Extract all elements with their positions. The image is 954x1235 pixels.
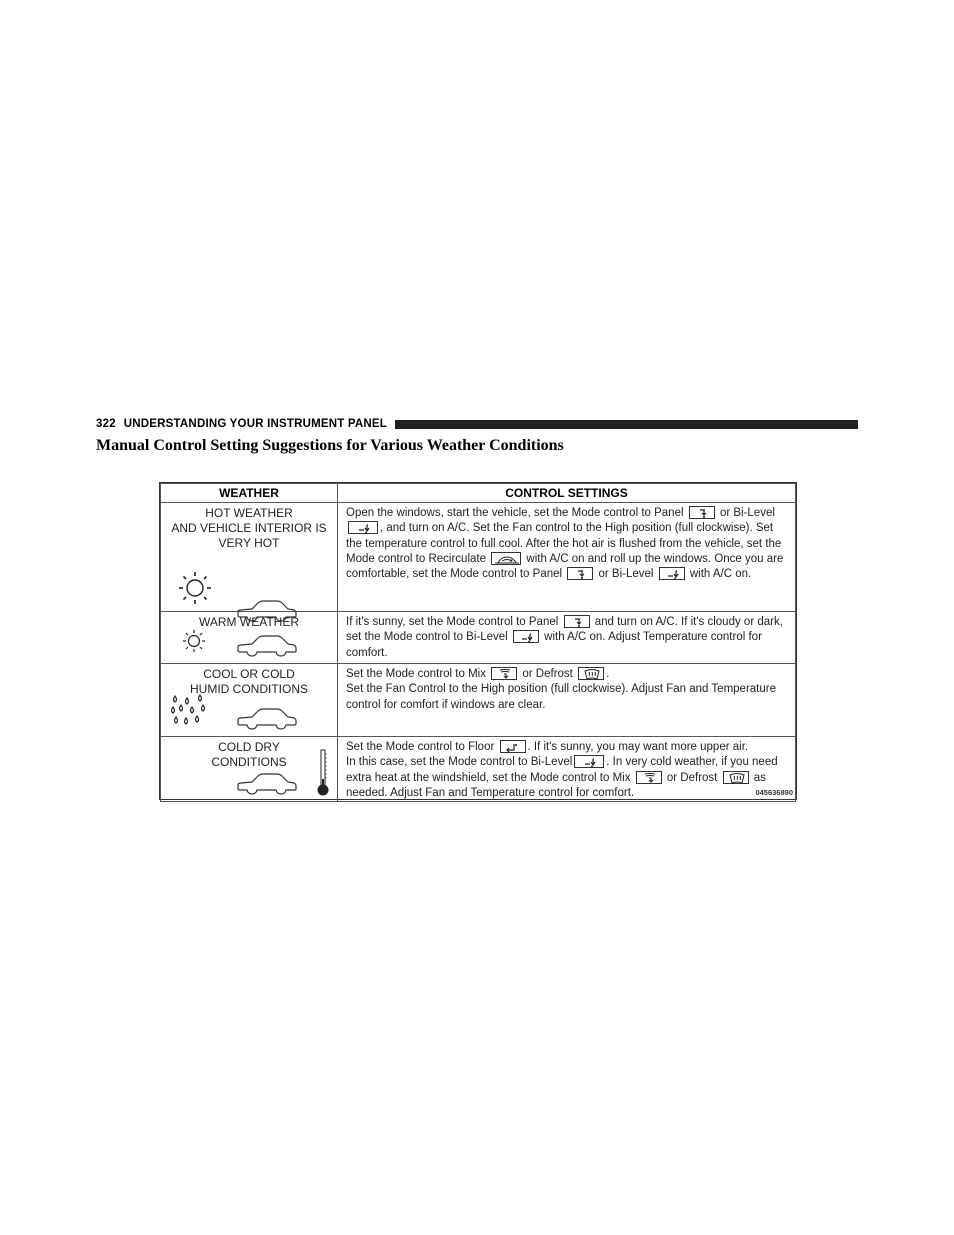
raindrops-icon: [170, 694, 210, 730]
panel-mode-icon: [567, 567, 593, 580]
settings-text: .: [606, 668, 610, 680]
weather-cell: [161, 612, 338, 664]
settings-cell: [338, 664, 796, 737]
settings-text: Set the Mode control to Floor: [346, 741, 495, 753]
settings-text: , and turn on A/C. Set the Fan control to the High position (full clockwise). Set the temperature control to full cool. After the hot air is flushed from the vehicle, set the Mode control to Recirculate: [346, 522, 782, 565]
weather-label: COOL OR COLD HUMID CONDITIONS: [190, 667, 308, 696]
sun-icon: [177, 570, 213, 606]
settings-text: or Bi-Level: [598, 568, 654, 581]
floor-mode-icon: [500, 740, 526, 753]
weather-label: COLD DRY CONDITIONS: [211, 740, 287, 769]
settings-text: or Defrost: [666, 771, 718, 784]
weather-column-header: WEATHER: [161, 484, 338, 503]
page-header: [96, 416, 858, 432]
settings-text: Open the windows, start the vehicle, set the Mode control to Panel: [346, 507, 684, 519]
bi-level-mode-icon: [659, 567, 685, 580]
settings-text: In this case, set the Mode control to Bi-Level: [346, 756, 573, 769]
car-icon: [236, 635, 298, 657]
section-title: Manual Control Setting Suggestions for Various Weather Conditions: [96, 437, 564, 454]
settings-text: and turn on A/C. If it's cloudy or dark, set the Mode control to Bi-Level: [346, 616, 783, 644]
settings-text: . If it's sunny, you may want more upper air.: [527, 741, 749, 753]
settings-text: . In very cold weather, if you need extra heat at the windshield, set the Mode control to Mix: [346, 756, 778, 784]
settings-cell: [338, 737, 796, 802]
mix-mode-icon: [491, 667, 517, 680]
settings-text: with A/C on.: [689, 568, 752, 581]
settings-column-header: CONTROL SETTINGS: [338, 484, 796, 503]
settings-text: Set the Mode control to Mix: [346, 668, 486, 680]
panel-mode-icon: [689, 506, 715, 519]
defrost-icon: [723, 771, 749, 784]
settings-text: with A/C on. Adjust Temperature control for comfort.: [346, 631, 762, 659]
bi-level-mode-icon: [513, 630, 539, 643]
page-number: 322: [96, 418, 116, 430]
weather-label: WARM WEATHER: [199, 615, 299, 629]
table-row: [161, 737, 796, 802]
defrost-icon: [578, 667, 604, 680]
recirculate-icon: [491, 552, 521, 565]
car-icon: [236, 773, 298, 795]
weather-label: HOT WEATHER AND VEHICLE INTERIOR IS VERY HOT: [171, 506, 327, 550]
figure-code: 045636890: [755, 788, 793, 797]
table-row: [161, 664, 796, 737]
weather-cell: [161, 737, 338, 802]
mix-mode-icon: [636, 771, 662, 784]
weather-cell: [161, 664, 338, 737]
settings-table: [160, 483, 796, 802]
weather-cell: [161, 503, 338, 612]
settings-figure: [159, 482, 797, 800]
section-name: UNDERSTANDING YOUR INSTRUMENT PANEL: [123, 418, 387, 430]
panel-mode-icon: [564, 615, 590, 628]
settings-text: or Bi-Level: [719, 507, 775, 519]
table-row: [161, 612, 796, 664]
settings-text: or Defrost: [522, 668, 573, 680]
thermometer-icon: [315, 749, 331, 797]
settings-cell: [338, 503, 796, 612]
settings-text: If it's sunny, set the Mode control to Panel: [346, 616, 559, 628]
table-row: [161, 503, 796, 612]
small-sun-icon: [181, 628, 207, 654]
bi-level-mode-icon: [348, 521, 378, 534]
settings-text: as needed. Adjust Fan and Temperature control for comfort.: [346, 771, 766, 799]
settings-text: with A/C on and roll up the windows. Once you are comfortable, set the Mode control to Panel: [346, 552, 784, 581]
car-icon: [236, 708, 298, 730]
settings-text: Set the Fan Control to the High position (full clockwise). Adjust Fan and Temperature control for comfort if windows are clear.: [346, 683, 776, 711]
settings-cell: [338, 612, 796, 664]
header-rule: [395, 420, 858, 429]
bi-level-mode-icon: [574, 755, 604, 768]
